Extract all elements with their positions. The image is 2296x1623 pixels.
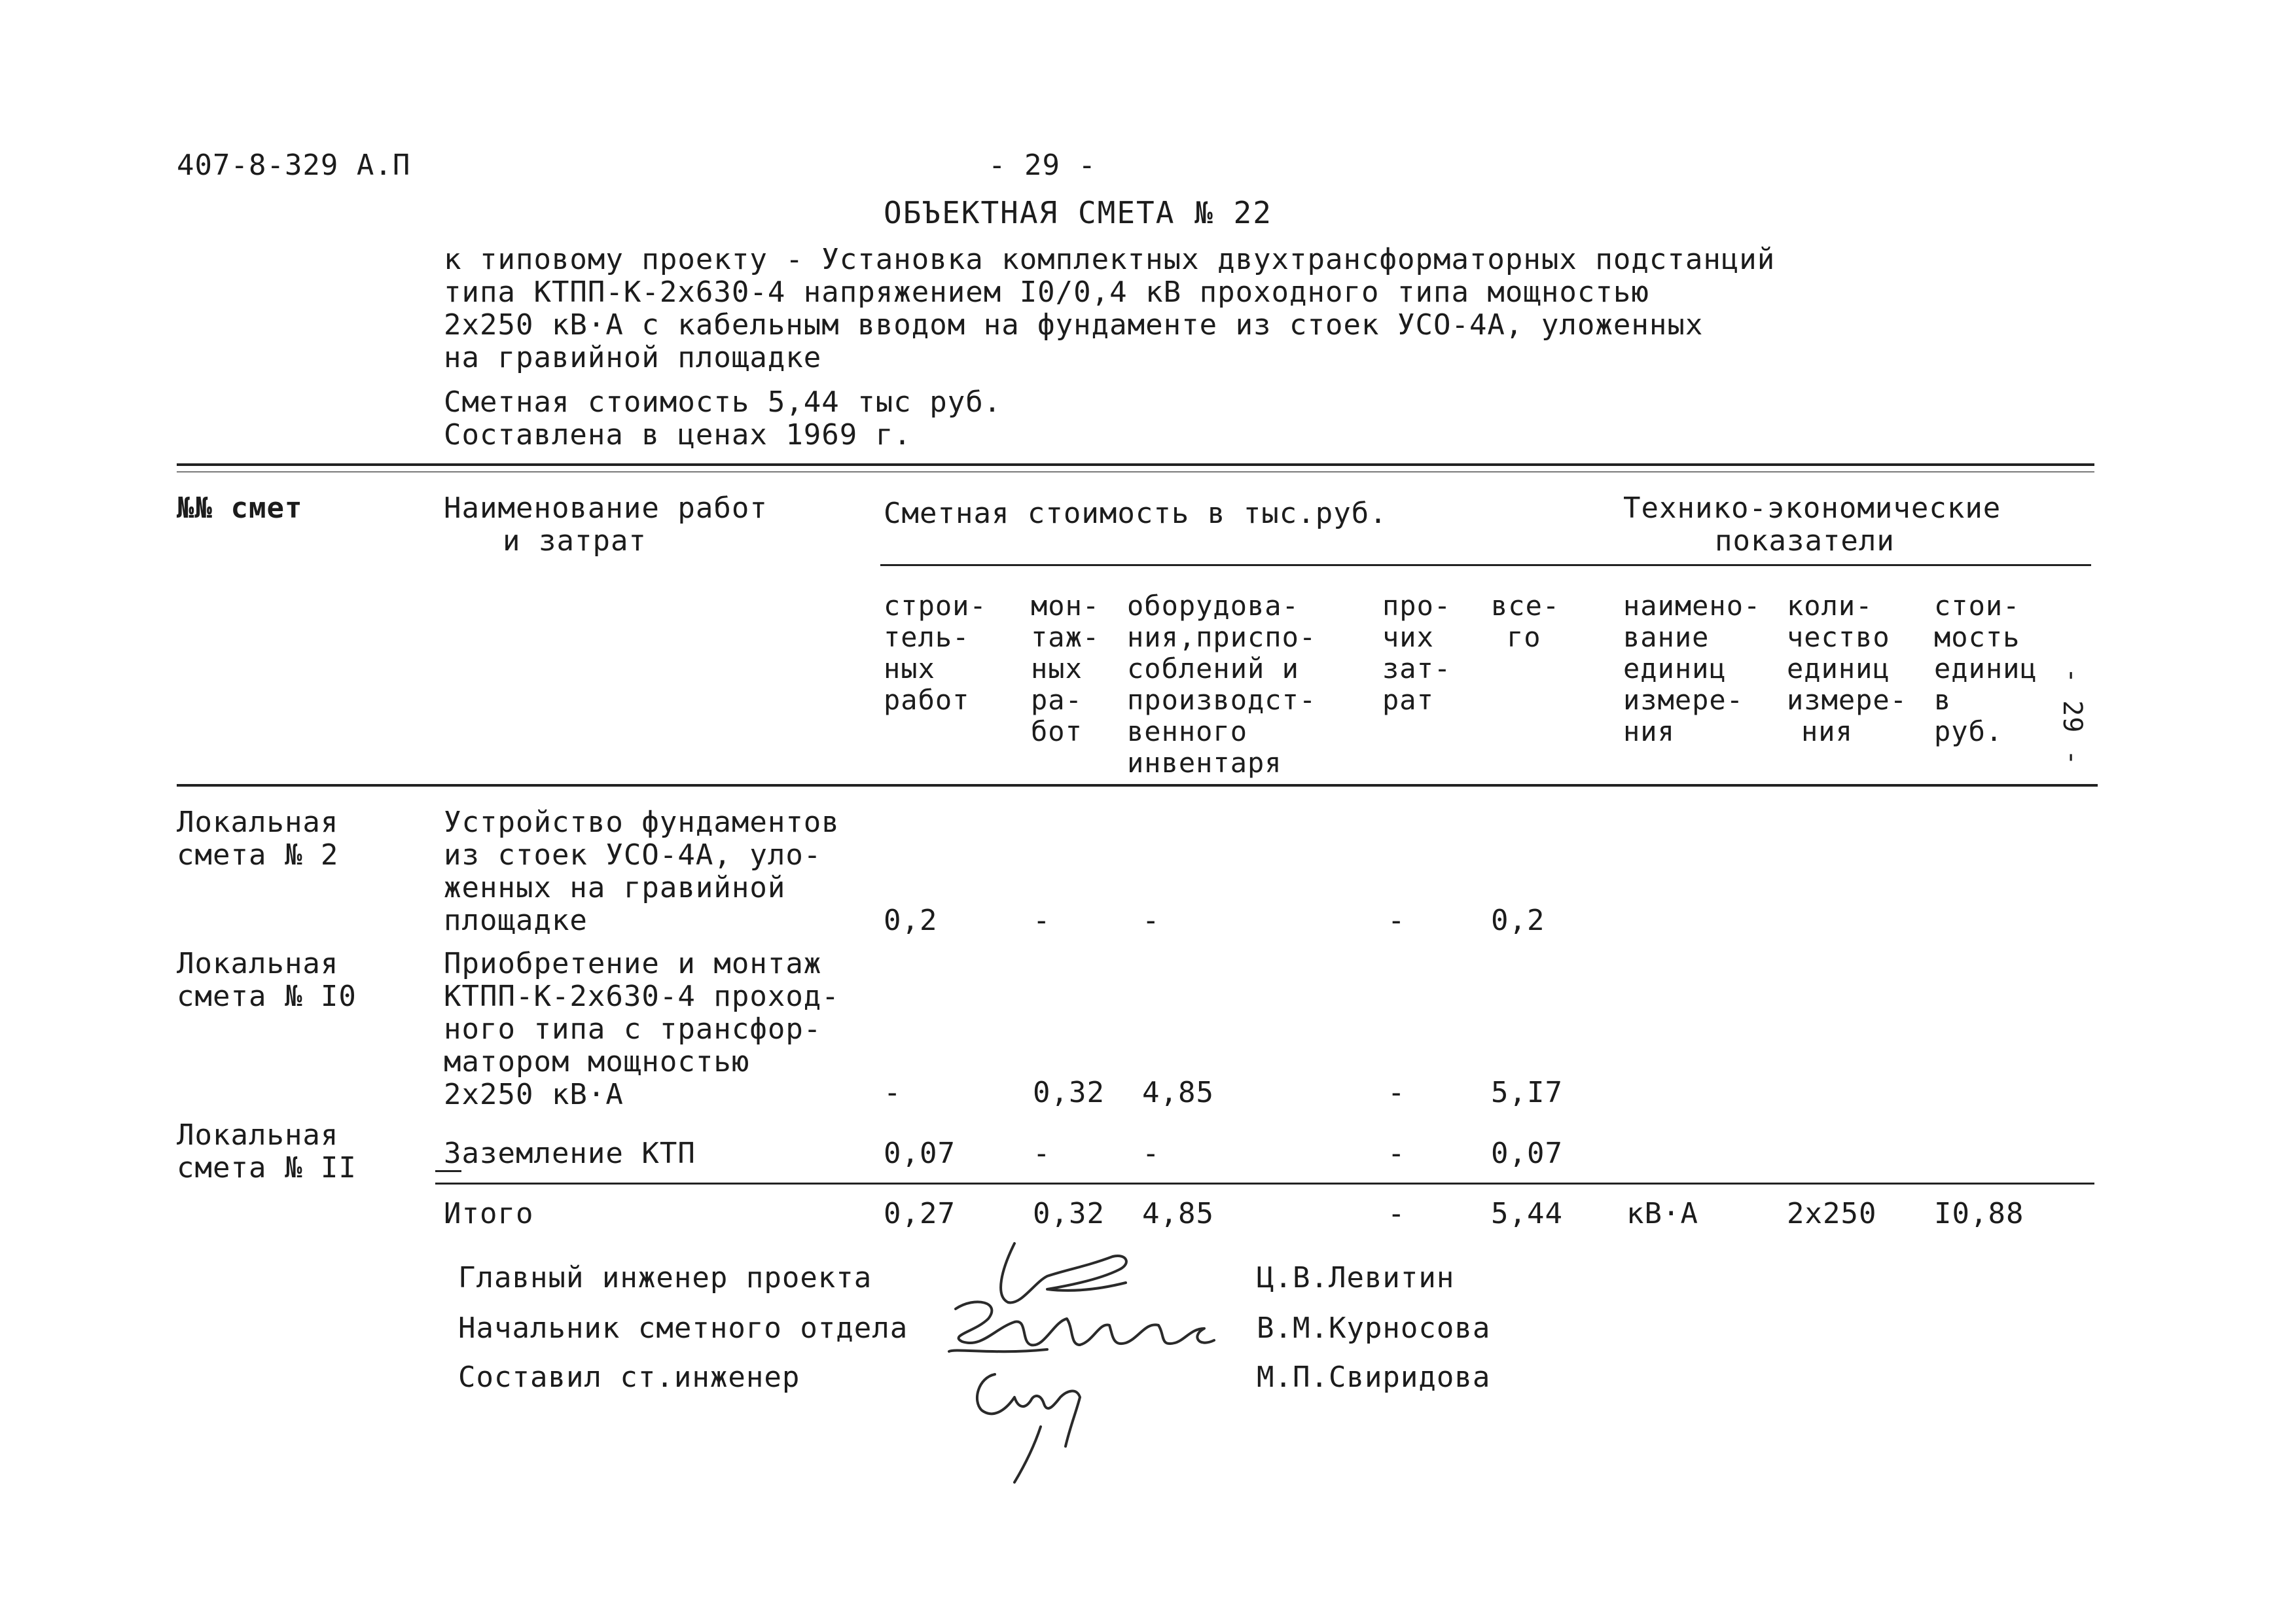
work-name-header-line: и затрат: [503, 524, 647, 558]
work-name-line: матором мощностью: [444, 1045, 750, 1079]
total-other: -: [1388, 1197, 1406, 1230]
header-line: ных: [1031, 652, 1083, 685]
work-name-header-line: Наименование работ: [444, 491, 768, 525]
header-line: чих: [1382, 621, 1434, 653]
signature-stroke-3: [949, 1349, 1047, 1351]
estimate-ref-line: Локальная: [177, 947, 339, 980]
header-line: мон-: [1031, 590, 1100, 622]
col-header-unit-qty: [1787, 590, 1907, 747]
row-estimate-ref: [177, 806, 338, 872]
total-construction: 0,27: [884, 1197, 956, 1230]
prices-year: Составлена в ценах 1969 г.: [444, 418, 912, 452]
document-title: ОБЪЕКТНАЯ СМЕТА № 22: [884, 195, 1272, 230]
total-separator-rule: [435, 1183, 2094, 1185]
cell-total: 0,07: [1491, 1137, 1563, 1170]
total-separator-tick: [435, 1170, 461, 1172]
col-header-other: [1382, 590, 1451, 716]
header-line: в: [1934, 684, 1952, 716]
cell-equipment: -: [1142, 904, 1160, 937]
col-header-work-name: [444, 492, 768, 558]
header-line: единиц: [1623, 652, 1727, 685]
header-line: бот: [1031, 715, 1083, 747]
header-line: стои-: [1934, 590, 2020, 622]
header-bottom-rule: [177, 784, 2098, 787]
cell-installation: 0,32: [1033, 1076, 1105, 1109]
header-line: чество: [1787, 621, 1890, 653]
header-line: измере-: [1787, 684, 1908, 716]
cell-total: 0,2: [1491, 904, 1545, 937]
header-line: мость: [1934, 621, 2020, 653]
document-subtitle: [444, 243, 1775, 374]
header-line: все-: [1491, 590, 1560, 622]
header-line: венного: [1127, 715, 1248, 747]
subtitle-line: типа КТПП-К-2х630-4 напряжением I0/0,4 кВ проходного типа мощностью: [444, 276, 1649, 309]
work-name-line: женных на гравийной: [444, 871, 786, 904]
total-unit-name: кВ·А: [1626, 1197, 1698, 1230]
work-name-line: КТПП-К-2х630-4 проход-: [444, 980, 840, 1013]
cell-other: -: [1388, 904, 1406, 937]
total-unit-qty: 2х250: [1787, 1197, 1877, 1230]
col-header-unit-name: [1623, 590, 1761, 747]
estimate-ref-line: Локальная: [177, 806, 339, 839]
work-name-line: площадке: [444, 904, 588, 937]
subtitle-line: к типовому проекту - Установка комплектных двухтрансформаторных подстанций: [444, 243, 1776, 276]
row-work-name: Заземление КТП: [444, 1137, 696, 1170]
estimate-ref-line: смета № 2: [177, 838, 339, 872]
tech-header-line: показатели: [1715, 524, 1895, 558]
col-group-cost: Сметная стоимость в тыс.руб.: [884, 497, 1388, 530]
subtitle-line: 2х250 кВ·А с кабельным вводом на фундаменте из стоек УСО-4А, уложенных: [444, 308, 1704, 342]
header-line: рат: [1382, 684, 1434, 716]
col-header-estimate-no: №№ смет: [177, 491, 303, 525]
signature-name: М.П.Свиридова: [1257, 1361, 1491, 1394]
work-name-line: 2х250 кВ·А: [444, 1078, 624, 1111]
header-line: про-: [1382, 590, 1452, 622]
total-label: Итого: [444, 1197, 534, 1230]
row-work-name: [444, 806, 840, 937]
signature-stroke-1: [1001, 1243, 1126, 1302]
estimate-ref-line: смета № I0: [177, 980, 357, 1013]
cell-construction: 0,2: [884, 904, 938, 937]
header-line: оборудова-: [1127, 590, 1299, 622]
cell-equipment: 4,85: [1142, 1076, 1214, 1109]
work-name-line: Устройство фундаментов: [444, 806, 840, 839]
work-name-line: ного типа с трансфор-: [444, 1012, 822, 1046]
cell-installation: -: [1033, 1137, 1051, 1170]
signature-stroke-4: [977, 1374, 1080, 1446]
total-unit-cost: I0,88: [1934, 1197, 2024, 1230]
document-code: 407-8-329 А.П: [177, 149, 411, 182]
col-header-total: [1491, 590, 1560, 653]
header-line: строи-: [884, 590, 987, 622]
header-line: вание: [1623, 621, 1710, 653]
signature-stroke-2: [956, 1302, 1214, 1345]
header-group-rule: [880, 564, 2091, 566]
work-name-line: Приобретение и монтаж: [444, 947, 822, 980]
total-sum: 5,44: [1491, 1197, 1563, 1230]
header-line: тель-: [884, 621, 970, 653]
cell-construction: 0,07: [884, 1137, 956, 1170]
header-line: инвентаря: [1127, 747, 1282, 779]
signature-role: Начальник сметного отдела: [458, 1311, 908, 1345]
cell-construction: -: [884, 1076, 902, 1109]
header-line: работ: [884, 684, 970, 716]
col-header-construction: [884, 590, 987, 716]
table-top-rule-inner: [177, 471, 2094, 473]
cell-other: -: [1388, 1076, 1406, 1109]
row-work-name: [444, 948, 840, 1111]
header-line: руб.: [1934, 715, 2003, 747]
header-line: таж-: [1031, 621, 1100, 653]
estimate-ref-line: Локальная: [177, 1118, 339, 1152]
tech-header-line: Технико-экономические: [1623, 491, 2001, 525]
cell-equipment: -: [1142, 1137, 1160, 1170]
header-line: соблений и: [1127, 652, 1299, 685]
header-line: производст-: [1127, 684, 1317, 716]
header-line: наимено-: [1623, 590, 1761, 622]
cell-installation: -: [1033, 904, 1051, 937]
handwritten-signatures: [916, 1230, 1283, 1492]
col-header-installation: [1031, 590, 1100, 747]
subtitle-line: на гравийной площадке: [444, 341, 822, 374]
row-estimate-ref: [177, 1119, 357, 1185]
row-estimate-ref: [177, 948, 357, 1013]
estimate-ref-line: смета № II: [177, 1151, 357, 1185]
header-line: коли-: [1787, 590, 1873, 622]
work-name-line: из стоек УСО-4А, уло-: [444, 838, 822, 872]
col-group-tech: [1623, 492, 2001, 558]
header-line: ния: [1623, 715, 1675, 747]
signature-role: Составил ст.инженер: [458, 1361, 800, 1394]
col-header-equipment: [1127, 590, 1316, 779]
header-line: ния,приспо-: [1127, 621, 1317, 653]
header-line: измере-: [1623, 684, 1744, 716]
table-top-rule: [177, 463, 2094, 466]
total-equipment: 4,85: [1142, 1197, 1214, 1230]
header-line: единиц: [1787, 652, 1890, 685]
signature-name: Ц.В.Левитин: [1257, 1261, 1455, 1294]
header-line: единиц: [1934, 652, 2037, 685]
estimated-cost: Сметная стоимость 5,44 тыс руб.: [444, 385, 1002, 419]
col-header-unit-cost: [1934, 590, 2037, 747]
header-line: го: [1507, 621, 1541, 653]
side-page-number: - 29 -: [2057, 668, 2087, 766]
cell-other: -: [1388, 1137, 1406, 1170]
signature-name: В.М.Курносова: [1257, 1311, 1491, 1345]
page-number: - 29 -: [988, 149, 1096, 182]
signature-stroke-5: [1014, 1427, 1041, 1482]
header-line: зат-: [1382, 652, 1452, 685]
header-line: ных: [884, 652, 935, 685]
signature-role: Главный инженер проекта: [458, 1261, 872, 1294]
total-installation: 0,32: [1033, 1197, 1105, 1230]
header-line: ра-: [1031, 684, 1083, 716]
header-line: ния: [1801, 715, 1853, 747]
cell-total: 5,I7: [1491, 1076, 1563, 1109]
